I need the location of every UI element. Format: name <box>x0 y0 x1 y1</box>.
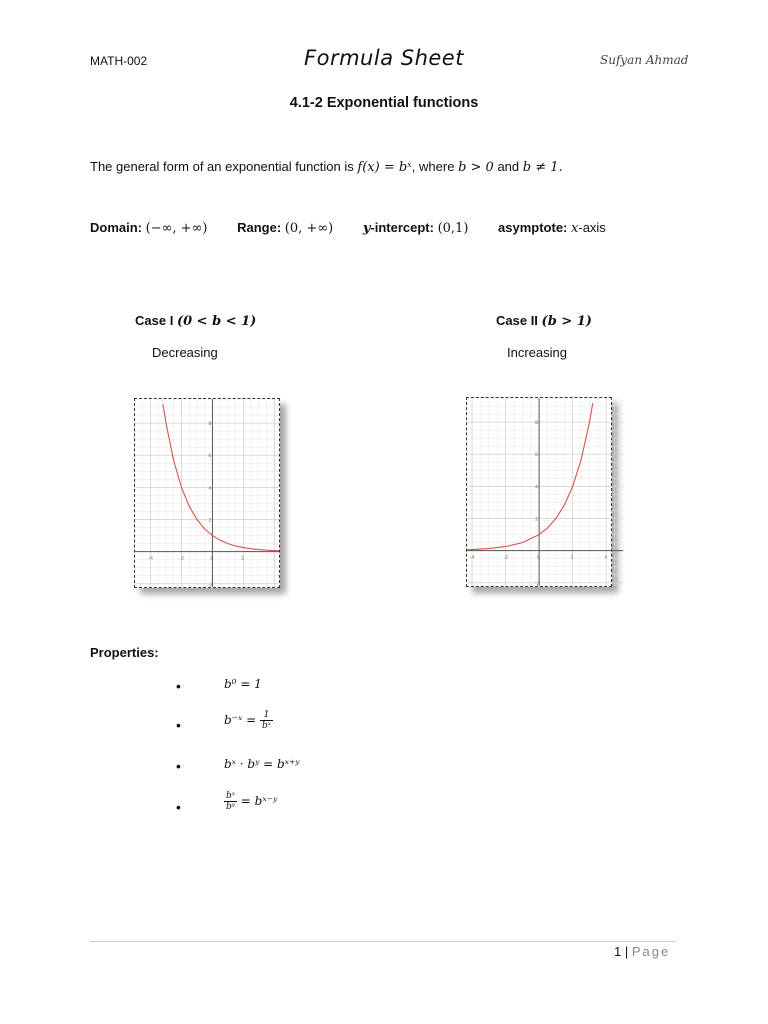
domain-value: (−∞, +∞) <box>145 221 208 236</box>
general-form-and: and <box>497 159 520 174</box>
page-label: Page <box>631 944 671 959</box>
property-zero-exponent: b⁰ = 1 <box>224 677 262 691</box>
quotient-numerator: bˣ <box>226 791 235 801</box>
bullet-1: • <box>176 678 181 694</box>
quotient-rhs: = bˣ⁻ʸ <box>240 794 278 808</box>
bullet-2: • <box>176 717 181 733</box>
asymptote-value: -axis <box>578 220 606 235</box>
author-signature: Sufyan Ahmad <box>600 53 689 67</box>
case-1-title <box>135 313 256 329</box>
property-quotient-rule <box>224 791 277 812</box>
property-product-rule: bˣ · bʸ = bˣ⁺ʸ <box>224 757 300 771</box>
bullet-4: • <box>176 799 181 815</box>
y-intercept-item <box>363 220 472 235</box>
y-tick-label: 4 <box>535 485 539 491</box>
general-form-sentence <box>90 159 563 175</box>
negative-exponent-fraction <box>260 710 273 731</box>
x-tick-label: 2 <box>241 556 245 562</box>
general-form-formula: f(x) = bˣ <box>357 160 412 175</box>
y-tick-label: 4 <box>208 486 212 492</box>
fraction-denominator: bˣ <box>261 721 271 731</box>
case-1-label: Case I <box>135 313 174 328</box>
property-negative-exponent <box>224 710 273 731</box>
case-2-title <box>496 313 592 329</box>
course-code: MATH-002 <box>90 54 148 68</box>
case-1-subtitle: Decreasing <box>152 345 218 360</box>
y-tick-label: 6 <box>535 453 539 459</box>
page-footer <box>614 944 670 959</box>
domain-label: Domain: <box>90 220 142 235</box>
case-2-label: Case II <box>496 313 538 328</box>
range-value: (0, +∞) <box>284 221 334 236</box>
y-intercept-value: (0,1) <box>437 221 469 236</box>
case-2-subtitle: Increasing <box>507 345 567 360</box>
footer-divider <box>90 941 676 942</box>
x-tick-label: -2 <box>179 556 184 562</box>
x-tick-label: 0 <box>210 556 214 562</box>
asymptote-var: x <box>571 221 579 236</box>
negative-exponent-lhs: b⁻ˣ = <box>224 713 257 727</box>
x-tick-label: -4 <box>470 555 475 561</box>
y-tick-label: 8 <box>535 421 539 427</box>
case-2-condition: (b > 1) <box>541 314 592 329</box>
decreasing-graph <box>134 398 280 588</box>
general-form-middle: , where <box>411 159 455 174</box>
asymptote-item <box>498 220 606 235</box>
properties-heading: Properties: <box>90 645 159 660</box>
y-intercept-label: -intercept: <box>370 220 434 235</box>
page-number: 1 <box>614 944 622 959</box>
range-label: Range: <box>237 220 282 235</box>
domain-item <box>90 220 211 235</box>
case-1-condition: (0 < b < 1) <box>176 314 257 329</box>
decreasing-graph-plot <box>135 399 279 587</box>
y-tick-label: 6 <box>208 454 212 460</box>
y-tick-label: -2 <box>208 582 213 587</box>
y-intercept-var: y <box>362 221 371 236</box>
condition-b-positive: b > 0 <box>458 160 494 175</box>
quotient-denominator: bʸ <box>226 802 235 812</box>
condition-b-not-one: b ≠ 1. <box>522 160 563 175</box>
y-tick-label: 8 <box>208 422 212 428</box>
asymptote-label: asymptote: <box>498 220 568 235</box>
y-tick-label: 2 <box>208 518 212 524</box>
x-tick-label: -2 <box>503 555 509 561</box>
general-form-prefix: The general form of an exponential function is <box>90 159 354 174</box>
page-title: Formula Sheet <box>304 46 464 70</box>
section-title: 4.1-2 Exponential functions <box>289 95 479 111</box>
y-tick-label: 2 <box>535 517 539 523</box>
function-properties-row <box>90 220 730 236</box>
fraction-numerator: 1 <box>260 710 273 721</box>
x-tick-label: 2 <box>570 555 574 561</box>
increasing-graph-plot <box>467 398 623 586</box>
range-item <box>237 220 337 235</box>
y-tick-label: -2 <box>535 581 540 586</box>
bullet-3: • <box>176 758 181 774</box>
exponential-curve <box>163 404 279 551</box>
quotient-fraction <box>224 791 237 812</box>
x-tick-label: 4 <box>604 555 608 561</box>
exponential-curve <box>467 403 593 550</box>
x-tick-label: -4 <box>148 556 153 562</box>
x-tick-label: 0 <box>537 555 541 561</box>
increasing-graph <box>466 397 612 587</box>
page-separator: | <box>621 944 632 959</box>
